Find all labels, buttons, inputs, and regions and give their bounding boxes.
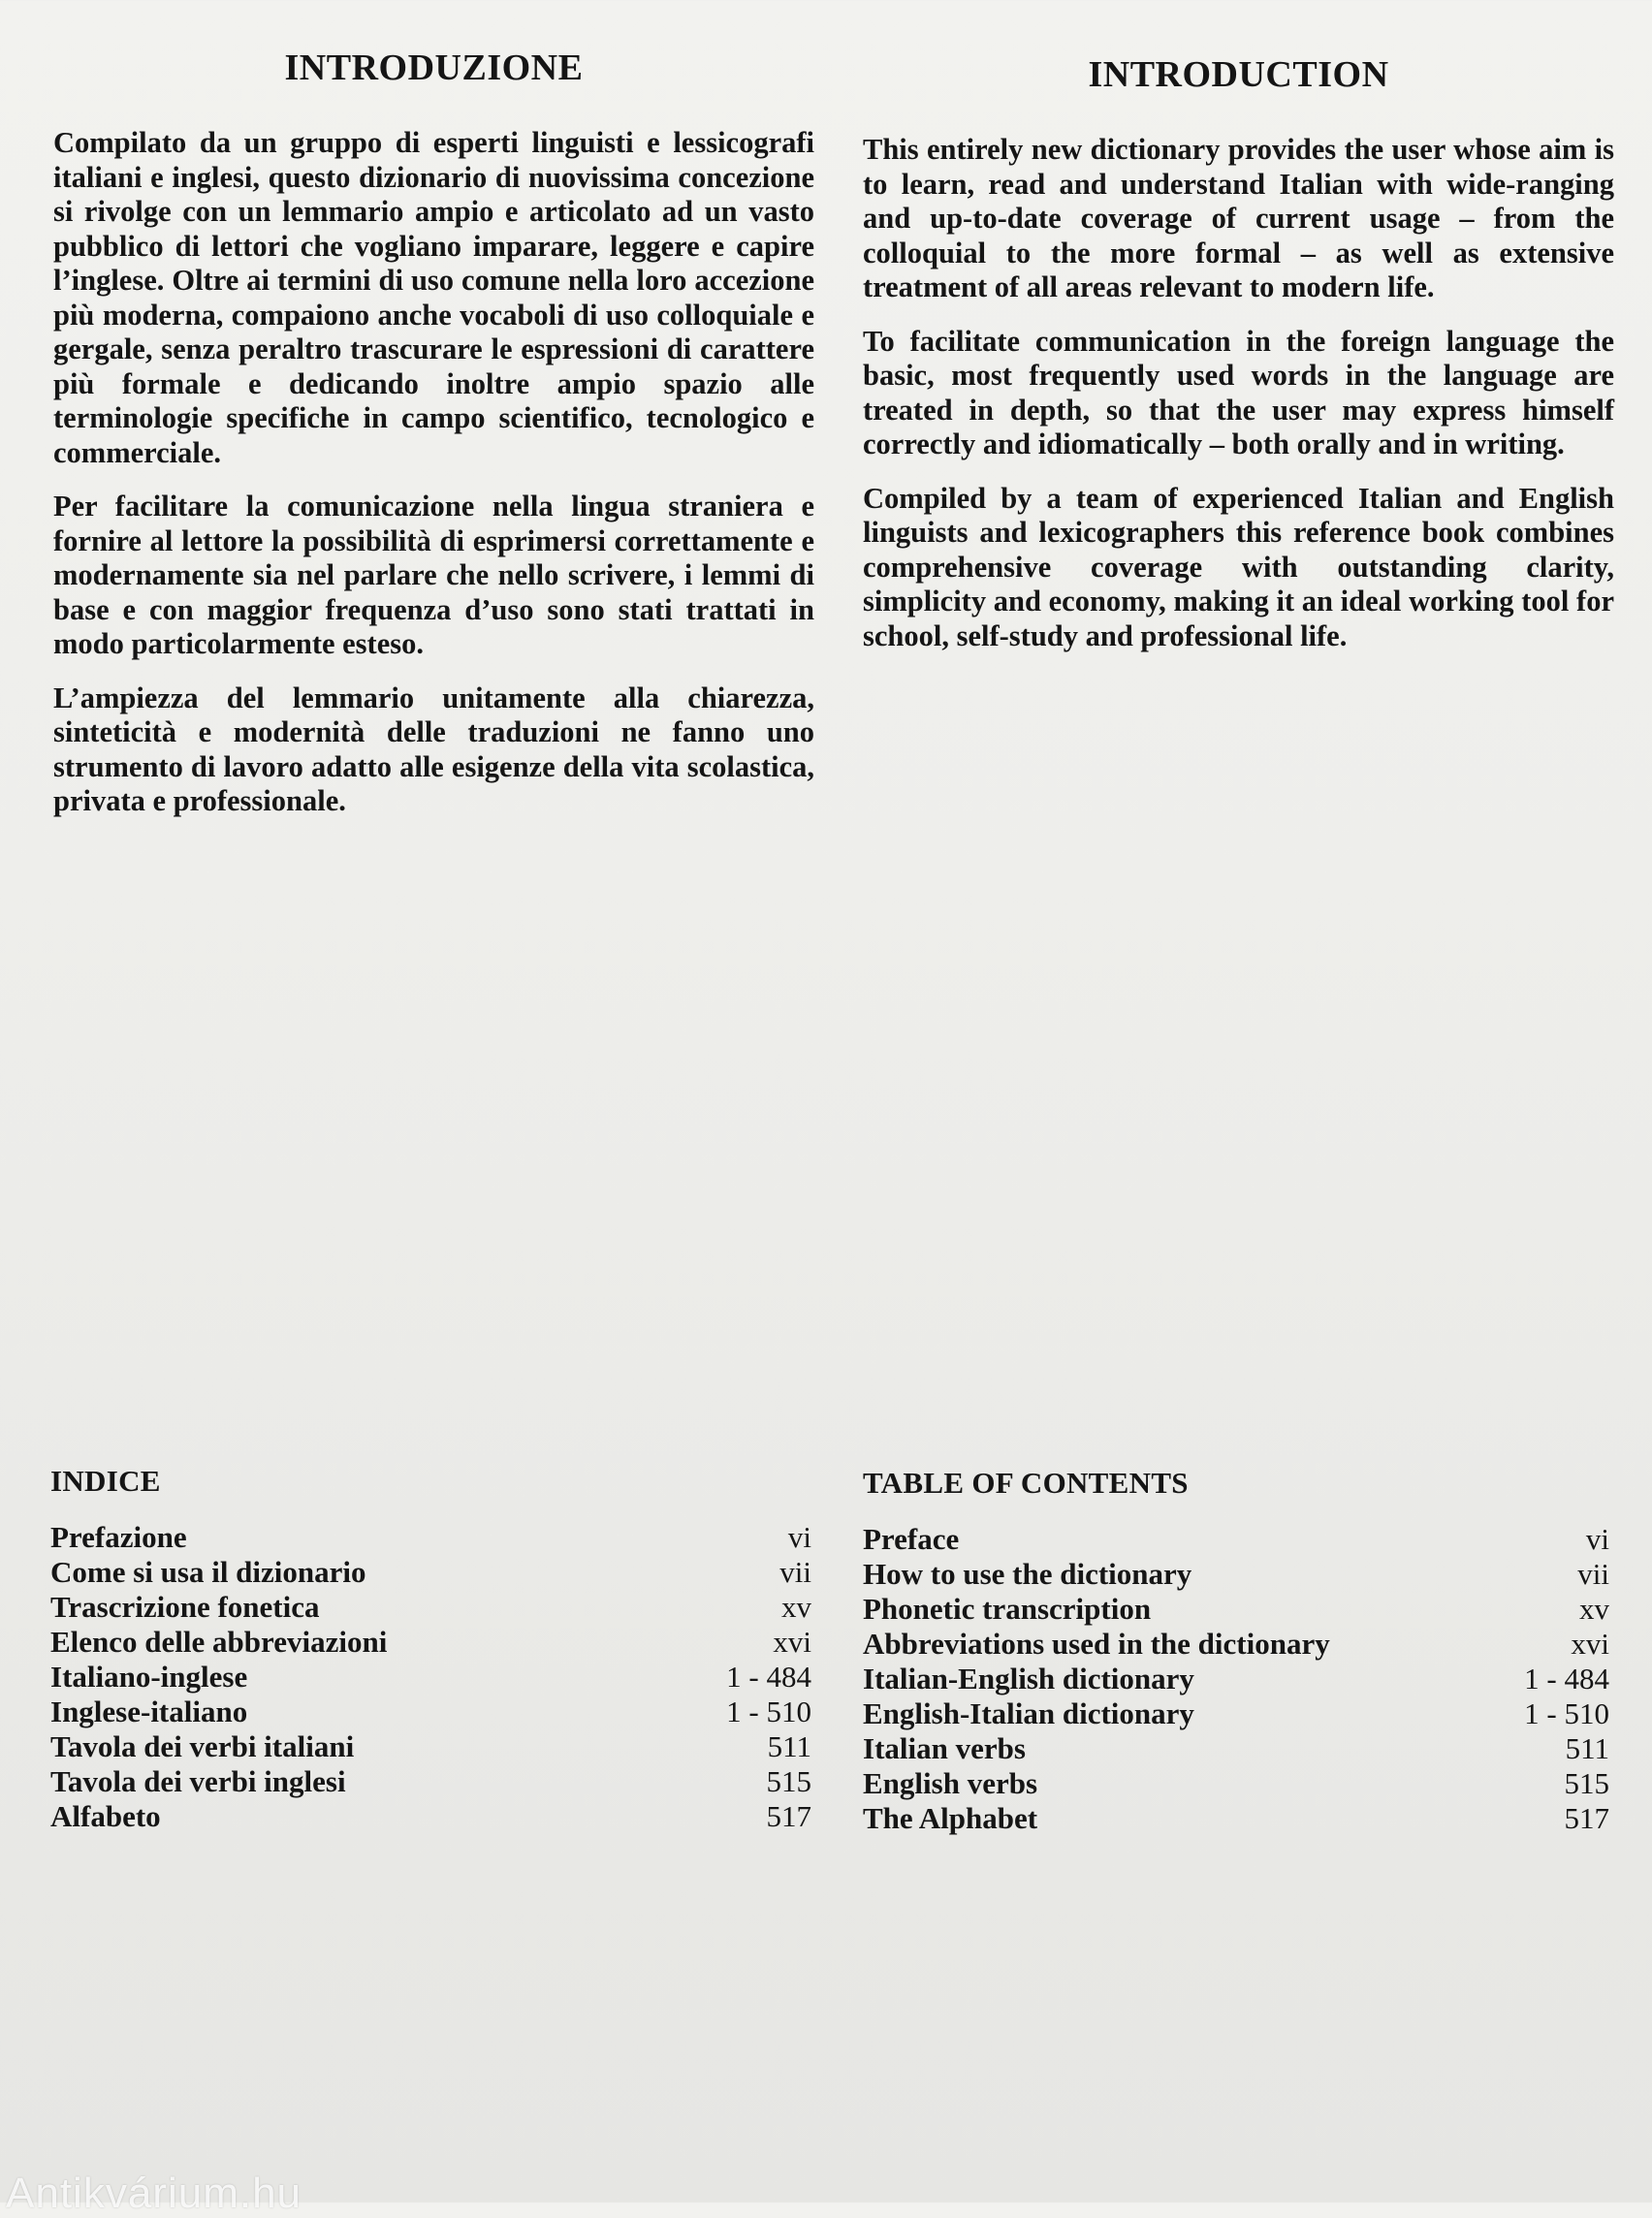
toc-entry-page: 517 [766, 1799, 811, 1833]
toc-entry [863, 1592, 1609, 1627]
english-paragraph-2: To facilitate communication in the foreign language the basic, most frequently used words in the language are treated in depth, so that the user may express himself correctly and idiomatically – both orally and in writing. [863, 324, 1614, 460]
toc-entry-page: 511 [767, 1729, 811, 1763]
toc-entry-label: Tavola dei verbi inglesi [50, 1764, 346, 1798]
toc-entry-page: xv [1579, 1592, 1609, 1626]
toc-entry-label: Italian-English dictionary [863, 1662, 1194, 1695]
toc-entry-label: Trascrizione fonetica [50, 1590, 320, 1624]
toc-entry [50, 1625, 811, 1660]
italian-table-of-contents [50, 1464, 811, 1834]
toc-entry [50, 1764, 811, 1799]
toc-entry [50, 1799, 811, 1834]
english-toc-heading: TABLE OF CONTENTS [863, 1466, 1189, 1500]
english-paragraph-1: This entirely new dictionary provides the user whose aim is to learn, read and understand Italian with wide-ranging and up-to-date coverage of current usage – from the colloquial to the more formal – as well as extensive treatment of all areas relevant to modern life. [863, 133, 1614, 303]
toc-entry-page: 511 [1565, 1731, 1609, 1765]
toc-entry [863, 1801, 1609, 1836]
toc-entry-page: vi [787, 1520, 811, 1554]
toc-entry [50, 1590, 811, 1625]
italian-paragraph-3: L’ampiezza del lemmario unitamente alla chiarezza, sinteticità e modernità delle traduzioni ne fanno uno strumento di lavoro adatto alle esigenze della vita scolastica, privata e professionale. [53, 681, 814, 817]
toc-entry-label: Preface [863, 1522, 960, 1556]
toc-entry-page: xvi [1571, 1627, 1609, 1661]
toc-entry-label: English-Italian dictionary [863, 1696, 1194, 1730]
toc-entry-label: Come si usa il dizionario [50, 1555, 366, 1589]
toc-entry-page: 1 - 510 [1524, 1696, 1609, 1730]
toc-entry [50, 1695, 811, 1729]
toc-entry-page: 1 - 484 [1524, 1662, 1609, 1695]
toc-entry-page: 1 - 484 [726, 1660, 811, 1694]
toc-entry-page: vii [1577, 1557, 1609, 1591]
toc-entry-page: xv [781, 1590, 811, 1624]
toc-entry [50, 1520, 811, 1555]
english-toc-list [863, 1522, 1609, 1836]
toc-entry [863, 1662, 1609, 1696]
toc-entry-label: The Alphabet [863, 1801, 1038, 1835]
toc-entry-page: 515 [766, 1764, 811, 1798]
toc-entry-label: Abbreviations used in the dictionary [863, 1627, 1330, 1661]
italian-toc-heading: INDICE [50, 1464, 161, 1498]
english-paragraph-3: Compiled by a team of experienced Italian and English linguists and lexicographers this reference book combines comprehensive coverage with outstanding clarity, simplicity and economy, making it an ideal working tool for school, self-study and professional life. [863, 481, 1614, 652]
toc-entry-label: Italiano-inglese [50, 1660, 248, 1694]
toc-entry-page: 517 [1564, 1801, 1609, 1835]
toc-entry-label: Elenco delle abbreviazioni [50, 1625, 388, 1659]
toc-entry-label: Prefazione [50, 1520, 187, 1554]
toc-entry-page: 1 - 510 [726, 1695, 811, 1728]
toc-entry [50, 1555, 811, 1590]
toc-entry-page: xvi [773, 1625, 811, 1659]
toc-entry-label: English verbs [863, 1766, 1038, 1800]
italian-toc-list [50, 1520, 811, 1834]
toc-entry [863, 1627, 1609, 1662]
toc-entry-label: Tavola dei verbi italiani [50, 1729, 355, 1763]
toc-entry-page: 515 [1564, 1766, 1609, 1800]
toc-entry [863, 1731, 1609, 1766]
italian-heading: INTRODUZIONE [284, 48, 584, 88]
english-table-of-contents [863, 1466, 1609, 1836]
toc-entry-label: Inglese-italiano [50, 1695, 248, 1728]
toc-entry-page: vii [779, 1555, 811, 1589]
toc-entry-page: vi [1585, 1522, 1609, 1556]
watermark: Antikvárium.hu [6, 2170, 302, 2217]
italian-paragraph-1: Compilato da un gruppo di esperti linguisti e lessicografi italiani e inglesi, questo dizionario di nuovissima concezione si rivolge con un lemmario ampio e articolato ad un vasto pubblico di lettori che vogliano imparare, leggere e capire l’inglese. Oltre ai termini di uso comune nella loro accezione più moderna, compaiono anche vocaboli di uso colloquiale e gergale, senza peraltro trascurare le espressioni di carattere più formale e dedicando inoltre ampio spazio alle terminologie specifiche in campo scientifico, tecnologico e commerciale. [53, 126, 814, 469]
italian-paragraph-2: Per facilitare la comunicazione nella lingua straniera e fornire al lettore la possibilità di esprimersi correttamente e modernamente sia nel parlare che nello scrivere, i lemmi di base e con maggior frequenza d’uso sono stati trattati in modo particolarmente esteso. [53, 490, 814, 660]
toc-entry-label: Italian verbs [863, 1731, 1026, 1765]
toc-entry [50, 1660, 811, 1695]
toc-entry [863, 1696, 1609, 1731]
toc-entry [863, 1766, 1609, 1801]
italian-introduction [53, 47, 814, 839]
toc-entry [863, 1522, 1609, 1557]
toc-entry-label: Phonetic transcription [863, 1592, 1152, 1626]
english-introduction [863, 53, 1614, 673]
toc-entry-label: How to use the dictionary [863, 1557, 1192, 1591]
toc-entry [50, 1729, 811, 1764]
toc-entry [863, 1557, 1609, 1592]
toc-entry-label: Alfabeto [50, 1799, 161, 1833]
english-heading: INTRODUCTION [1088, 54, 1389, 95]
